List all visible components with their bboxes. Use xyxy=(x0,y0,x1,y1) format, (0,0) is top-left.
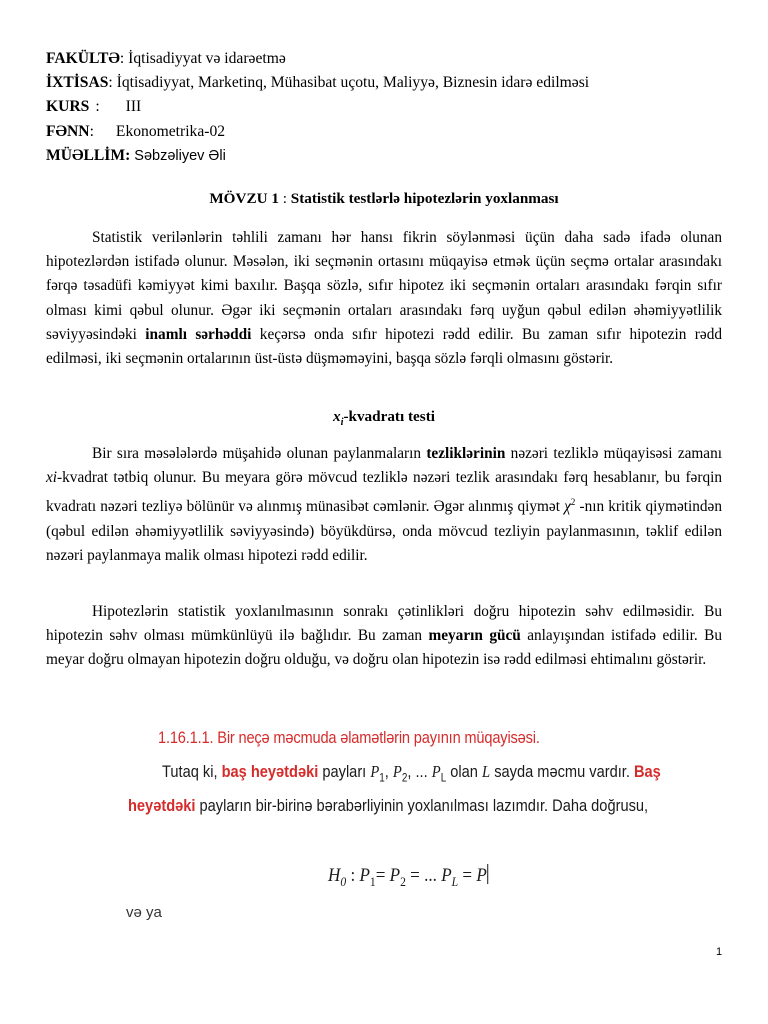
topic-label: MÖVZU 1 xyxy=(209,190,279,207)
paragraph2-text-d: -nın kritik qiymətindən (qəbul edilən əhəmiyyətlilik səviyyəsində) böyükdürsə, onda mövcud tezliyin paylanmasının, təklif edilən nəzəri paylanmaya malik olması hipotezi rədd edilir. xyxy=(46,498,722,564)
subject-line: FƏNN: Ekonometrika-02 xyxy=(46,122,226,140)
course-line: KURS : III xyxy=(46,98,142,116)
formula-p2-sub: 2 xyxy=(400,873,406,889)
topic-title xyxy=(46,190,722,208)
topic-separator: : xyxy=(278,190,291,207)
paragraph2-text-a: Bir sıra məsələlərdə müşahidə olunan paylanmaların xyxy=(92,445,427,462)
paragraph2-italic: xi xyxy=(46,469,58,487)
formula-p1-sub: 1 xyxy=(369,873,376,889)
excerpt-heading: 1.16.1.1. Bir neçə məcmuda əlamətlərin payının müqayisəsi. xyxy=(158,728,540,747)
excerpt-dots: ... xyxy=(415,762,428,781)
section-subtitle xyxy=(46,408,722,428)
paragraph-hypotheses xyxy=(46,226,722,371)
chi-symbol: χ xyxy=(564,498,571,516)
specialty-label: İXTİSAS xyxy=(46,74,109,92)
formula-p: P xyxy=(476,865,487,886)
paragraph1-text-b: keçərsə onda sıfır hipotezi rədd edilir. Bu zaman sıfır hipotezin rədd edilməsi, iki seçmənin ortalarının üst-üstə düşməməyini, başqa sözlə fərqli olmasını göstərir. xyxy=(46,325,722,368)
course-label: KURS xyxy=(46,98,90,116)
faculty-label: FAKÜLTƏ xyxy=(46,50,120,67)
paragraph-test-power xyxy=(46,600,722,673)
symbol-p2: P xyxy=(392,762,402,781)
page-number: 1 xyxy=(716,946,723,958)
formula-dots: ... xyxy=(419,865,442,886)
paragraph3-text-a: Hipotezlərin statistik yoxlanılmasının sonrakı çətinlikləri doğru hipotezin səhv edilməsidir. Bu hipotezin səhv olması mümkünlüyü ilə bağlıdır. Bu zaman xyxy=(46,603,722,645)
formula-pl-sub: L xyxy=(451,873,459,889)
excerpt-red-text: baş heyətdəki xyxy=(221,762,319,781)
excerpt-line-1: Tutaq ki, baş heyətdəki payları $P_1$, $P_2$, ... $P_L$ olan L sayda məcmu vardır. Baş xyxy=(162,762,661,785)
teacher-label: MÜƏLLİM: xyxy=(46,146,131,164)
excerpt-text: payların bir-birinə bərabərliyinin yoxlanılması lazımdır. Daha doğrusu, xyxy=(195,796,649,815)
excerpt-text: sayda məcmu vardır. xyxy=(490,762,634,781)
excerpt-or-text: və ya xyxy=(126,904,162,921)
hypothesis-formula xyxy=(328,864,489,890)
paragraph2-bold: tezliklərinin xyxy=(426,445,506,462)
paragraph2-text-c: -kvadrat tətbiq olunur. Bu meyara görə mövcud tezliklə nəzəri tezlik arasındakı fərq hesablanır, bu fərqin kvadratı nəzəri tezliyə bölünür və alınmış münasibət cəmlənir. Əgər alınmış qiymət xyxy=(46,469,722,516)
formula-colon: : xyxy=(346,865,360,886)
symbol-p1: P xyxy=(370,762,380,781)
text-cursor xyxy=(488,864,489,884)
formula-equals: = xyxy=(462,865,473,886)
formula-equals: = xyxy=(375,865,386,886)
faculty-value: : İqtisadiyyat və idarəetmə xyxy=(119,50,286,67)
paragraph1-text-a: Statistik verilənlərin təhlili zamanı hər hansı fikrin söylənməsi üçün daha sadə ifadə olunan hipotezlərdən istifadə olunur. Məsələn, iki seçmənin ortasını müqayisə etmək üçün seçmə ortalar arasındakı fərqə təsadüfi kəmiyyət kimi baxılır. Başqa sözlə, sıfır hipotez iki seçmənin ortaları arasındakı fərqin sıfır olması kimi qəbul olunur. Əgər iki seçmənin ortaları arasındakı fərq uyğun qəbul edilən əhəmiyyətlilik səviyyəsindəki xyxy=(46,229,722,343)
course-value: III xyxy=(125,98,142,116)
formula-p2: P xyxy=(389,865,401,886)
symbol-pl-sub: L xyxy=(440,772,447,785)
specialty-value: : İqtisadiyyat, Marketinq, Mühasibat uçotu, Maliyyə, Biznesin idarə edilməsi xyxy=(108,74,590,92)
document-header xyxy=(46,47,589,168)
chi-superscript: 2 xyxy=(570,497,576,508)
excerpt-line-2 xyxy=(128,796,648,816)
paragraph3-text-b: anlayışından istifadə edilir. Bu meyar doğru olmayan hipotezin doğru olduğu, və doğru olan hipotezin isə rədd edilməsi ehtimalını göstərir. xyxy=(46,627,723,669)
subtitle-x: x xyxy=(332,408,341,425)
teacher-value: Səbzəliyev Əli xyxy=(134,147,226,164)
formula-pl: P xyxy=(441,865,452,886)
subject-label: FƏNN xyxy=(46,122,90,140)
excerpt-text: payları xyxy=(318,762,371,781)
formula-h: H xyxy=(328,865,341,886)
symbol-p2-sub: 2 xyxy=(401,772,408,785)
embedded-excerpt-image xyxy=(126,714,726,934)
excerpt-red-text: Baş xyxy=(633,762,661,781)
paragraph1-bold: inamlı sərhəddi xyxy=(145,325,252,343)
paragraph2-text-b: nəzəri tezliklə müqayisəsi zamanı xyxy=(505,445,722,462)
paragraph3-bold: meyarın gücü xyxy=(428,627,521,645)
excerpt-text: olan xyxy=(446,762,482,781)
formula-p1: P xyxy=(359,865,370,886)
specialty-line xyxy=(46,71,589,95)
symbol-pl: P xyxy=(431,762,441,781)
subtitle-sub: i xyxy=(340,417,344,429)
topic-text: Statistik testlərlə hipotezlərin yoxlanması xyxy=(290,190,559,207)
formula-equals: = xyxy=(410,865,420,886)
paragraph-chi-square xyxy=(46,442,722,568)
teacher-line xyxy=(46,144,589,168)
excerpt-red-text: heyətdəki xyxy=(128,796,196,815)
subject-value: Ekonometrika-02 xyxy=(115,122,226,140)
symbol-p1-sub: 1 xyxy=(379,772,385,785)
formula-h-sub: 0 xyxy=(340,873,347,889)
faculty-line xyxy=(46,47,589,71)
symbol-l: L xyxy=(481,762,491,781)
subtitle-rest: -kvadratı testi xyxy=(343,408,435,425)
excerpt-text: Tutaq ki, xyxy=(162,762,222,781)
